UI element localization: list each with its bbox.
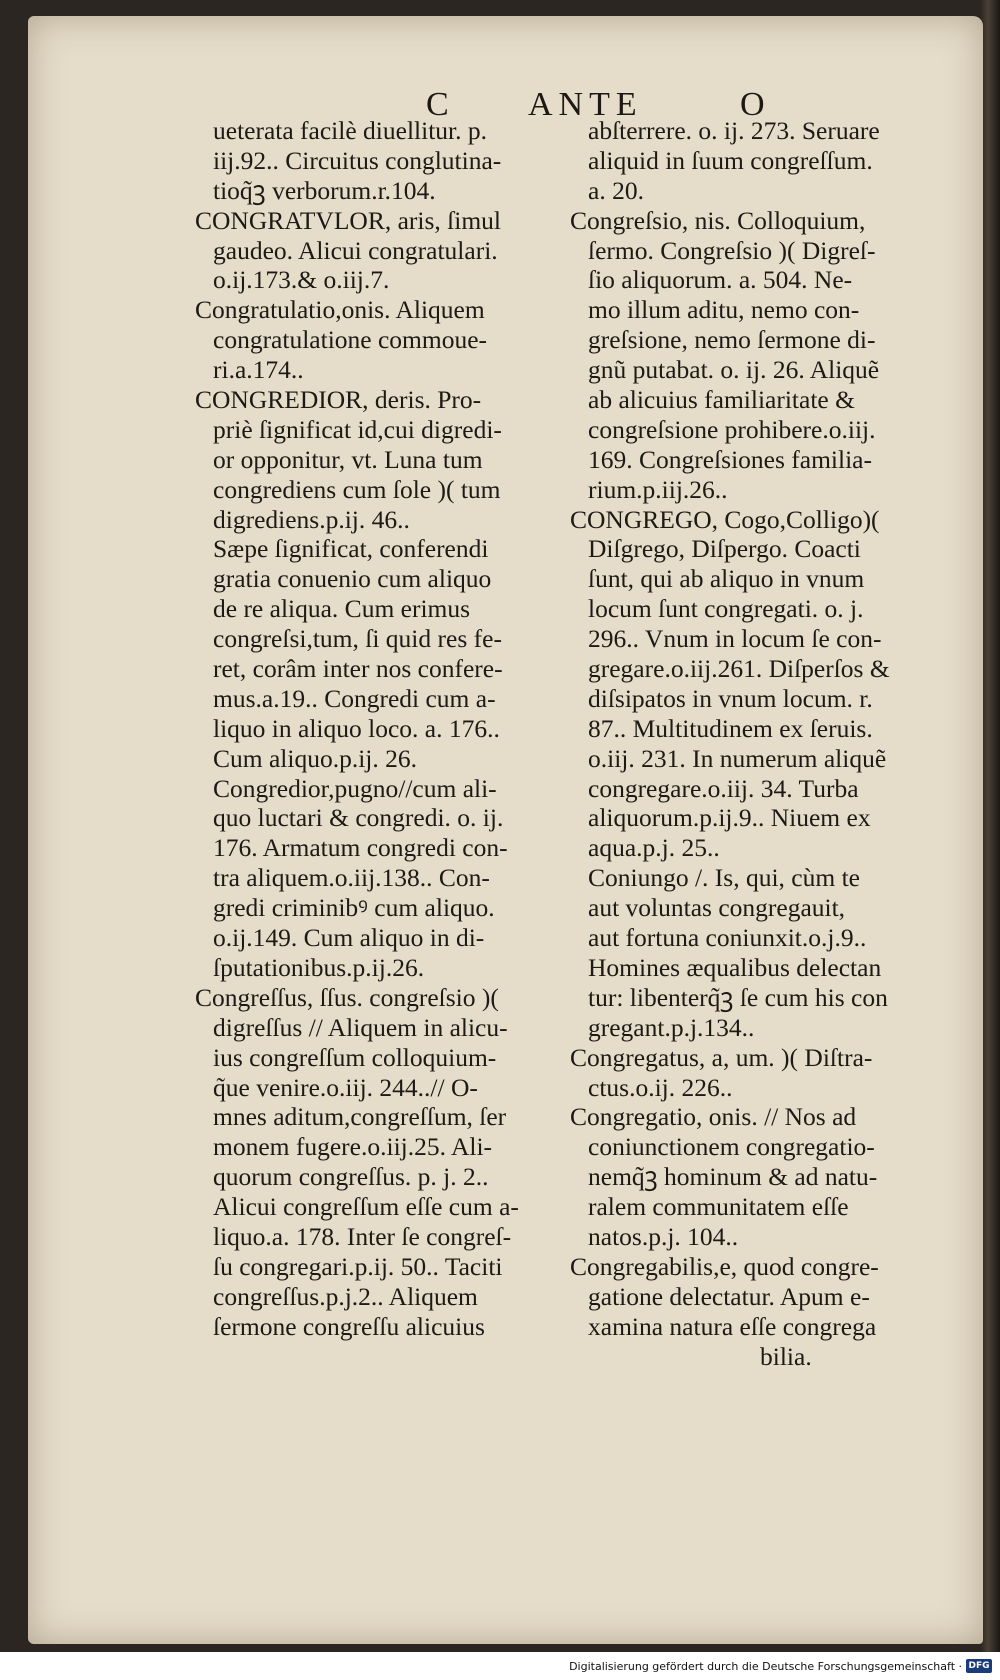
running-head-center: ANTE — [528, 86, 643, 123]
text-line: ri.a.174.. — [213, 355, 304, 385]
running-head-right: O — [740, 86, 767, 123]
text-line: iij.92.. Circuitus conglutina- — [213, 145, 502, 175]
text-line: gaudeo. Alicui congratulari. — [213, 235, 498, 265]
text-line: 169. Congreſsiones familia- — [588, 444, 872, 474]
text-line: ſputationibus.p.ij.26. — [213, 952, 425, 982]
book-spine-edge — [980, 0, 1000, 1652]
text-line: ctus.o.ij. 226.. — [588, 1072, 733, 1102]
text-line: congrediens cum ſole )( tum — [213, 474, 501, 504]
text-line: aut voluntas congregauit, — [588, 893, 846, 923]
text-line: o.ij.149. Cum aliquo in di- — [213, 923, 485, 953]
text-line: ſio aliquorum. a. 504. Ne- — [588, 265, 853, 295]
text-line: aliquid in ſuum congreſſum. — [588, 145, 873, 175]
text-line: Coniungo /. Is, qui, cùm te — [588, 863, 860, 893]
text-line: ralem communitatem eſſe — [588, 1192, 849, 1222]
text-line: gregare.o.iij.261. Diſperſos & — [588, 654, 890, 684]
text-line: natos.p.j. 104.. — [588, 1221, 739, 1251]
text-line: congratulatione commoue- — [213, 325, 488, 355]
text-line: Sæpe ſignificat, conferendi — [213, 534, 489, 564]
text-line: Congreſſus, ſſus. congreſsio )( — [195, 982, 499, 1012]
text-line: o.ij.173.& o.iij.7. — [213, 265, 390, 295]
text-line: congreſſus.p.j.2.. Aliquem — [213, 1281, 478, 1311]
text-line: 296.. Vnum in locum ſe con- — [588, 624, 882, 654]
text-line: Congratulatio,onis. Aliquem — [195, 295, 485, 325]
text-line: diſsipatos in vnum locum. r. — [588, 683, 873, 713]
text-line: gnũ putabat. o. ij. 26. Aliquẽ — [588, 355, 880, 385]
text-line: CONGRATVLOR, aris, ſimul — [195, 205, 501, 235]
text-line: aut fortuna coniunxit.o.j.9.. — [588, 923, 867, 953]
digitization-footer — [0, 1652, 1000, 1680]
text-line: ab alicuius familiaritate & — [588, 385, 855, 415]
text-line: ſunt, qui ab aliquo in vnum — [588, 564, 865, 594]
text-line: greſsione, nemo ſermone di- — [588, 325, 876, 355]
text-line: digreſſus // Aliquem in alicu- — [213, 1012, 508, 1042]
text-line: aqua.p.j. 25.. — [588, 833, 720, 863]
text-line: Diſgrego, Diſpergo. Coacti — [588, 534, 861, 564]
text-line: tur: libenterq̃ꝫ ſe cum his con — [588, 982, 888, 1012]
text-line: CONGREGO, Cogo,Colligo)( — [570, 504, 880, 534]
text-line: nemq̃ꝫ hominum & ad natu- — [588, 1162, 878, 1192]
text-line: abſterrere. o. ij. 273. Seruare — [588, 116, 880, 145]
right-column — [570, 116, 962, 1371]
text-line: q̃ue venire.o.iij. 244..// O- — [213, 1072, 478, 1102]
text-line: CONGREDIOR, deris. Pro- — [195, 385, 482, 415]
text-line: congreſsi,tum, ſi quid res fe- — [213, 624, 502, 654]
text-line: quorum congreſſus. p. j. 2.. — [213, 1162, 489, 1192]
text-line: xamina natura eſſe congrega — [588, 1311, 877, 1341]
text-line: or opponitur, vt. Luna tum — [213, 444, 483, 474]
text-line: rium.p.iij.26.. — [588, 474, 728, 504]
text-line: mus.a.19.. Congredi cum a- — [213, 683, 496, 713]
text-line: 87.. Multitudinem ex ſeruis. — [588, 713, 873, 743]
text-line: mo illum aditu, nemo con- — [588, 295, 860, 325]
text-line: ſermone congreſſu alicuius — [213, 1311, 485, 1341]
text-line: monem fugere.o.iij.25. Ali- — [213, 1132, 493, 1162]
text-line: gratia conuenio cum aliquo — [213, 564, 492, 594]
text-line: congregare.o.iij. 34. Turba — [588, 773, 859, 803]
text-line: congreſsione prohibere.o.iij. — [588, 414, 876, 444]
text-line: digrediens.p.ij. 46.. — [213, 504, 410, 534]
text-line: ueterata facilè diuellitur. p. — [213, 116, 488, 145]
text-line: Cum aliquo.p.ij. 26. — [213, 743, 417, 773]
text-line: locum ſunt congregati. o. j. — [588, 594, 864, 624]
left-column — [195, 116, 590, 1342]
text-line: 176. Armatum congredi con- — [213, 833, 508, 863]
text-line: gregant.p.j.134.. — [588, 1012, 755, 1042]
text-line: Homines æqualibus delectan — [588, 952, 882, 982]
running-head-left: C — [426, 86, 451, 123]
text-line: Congredior,pugno//cum ali- — [213, 773, 497, 803]
text-line: Congregatus, a, um. )( Diſtra- — [570, 1042, 873, 1072]
footer-credit: Digitalisierung gefördert durch die Deutsche Forschungsgemeinschaft · — [569, 1660, 962, 1673]
text-line: tioq̃ꝫ verborum.r.104. — [213, 175, 436, 205]
text-line: o.iij. 231. In numerum aliquẽ — [588, 743, 887, 773]
text-line: ius congreſſum colloquium- — [213, 1042, 497, 1072]
text-line: de re aliqua. Cum erimus — [213, 594, 471, 624]
text-line: Congregabilis,e, quod congre- — [570, 1251, 879, 1281]
text-line: a. 20. — [588, 175, 644, 205]
text-line: Congregatio, onis. // Nos ad — [570, 1102, 857, 1132]
text-line: liquo in aliquo loco. a. 176.. — [213, 713, 500, 743]
text-line: ret, corâm inter nos confere- — [213, 654, 503, 684]
text-line: tra aliquem.o.iij.138.. Con- — [213, 863, 490, 893]
text-line: gatione delectatur. Apum e- — [588, 1281, 870, 1311]
text-line: Alicui congreſſum eſſe cum a- — [213, 1192, 519, 1222]
text-line: ſermo. Congreſsio )( Digreſ- — [588, 235, 876, 265]
text-line: ſu congregari.p.ij. 50.. Taciti — [213, 1251, 503, 1281]
text-line: coniunctionem congregatio- — [588, 1132, 875, 1162]
text-line: mnes aditum,congreſſum, ſer — [213, 1102, 507, 1132]
text-line: aliquorum.p.ij.9.. Niuem ex — [588, 803, 871, 833]
text-line: Congreſsio, nis. Colloquium, — [570, 205, 866, 235]
text-line: bilia. — [760, 1341, 812, 1371]
text-line: priè ſignificat id,cui digredi- — [213, 414, 502, 444]
text-line: quo luctari & congredi. o. ij. — [213, 803, 504, 833]
text-line: liquo.a. 178. Inter ſe congreſ- — [213, 1221, 512, 1251]
dfg-logo: DFG — [966, 1659, 992, 1673]
text-line: gredi criminibꝰ cum aliquo. — [213, 893, 495, 923]
